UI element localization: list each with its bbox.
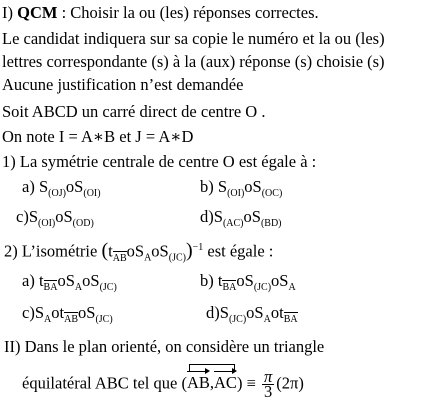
q2-option-c[interactable] <box>22 303 113 325</box>
s-symbol: S <box>28 207 39 226</box>
part-2-line: II) Dans le plan orienté, on considère un triangle <box>4 337 325 356</box>
s-symbol: S <box>217 177 228 196</box>
subscript: (OD) <box>72 218 94 229</box>
subscript: (BD) <box>260 218 282 229</box>
compose-symbol: o <box>51 303 60 322</box>
s-symbol: S <box>252 177 262 196</box>
option-letter: d) <box>200 207 214 226</box>
compose-symbol: o <box>243 207 252 226</box>
star-symbol: ∗ <box>170 127 182 146</box>
q2-option-b[interactable] <box>200 271 296 293</box>
t-symbol: t <box>38 271 44 290</box>
s-symbol: S <box>34 303 45 322</box>
subscript: A <box>74 282 83 293</box>
equiv-symbol: ≡ <box>246 373 256 393</box>
option-letter: b) <box>200 271 214 290</box>
q2-suffix: est égale : <box>203 241 274 261</box>
fraction-pi-over-3 <box>262 367 274 401</box>
q1-option-a[interactable] <box>22 177 101 197</box>
notation-part-2: B et J = A <box>104 127 171 146</box>
option-letter: c) <box>16 207 29 226</box>
subscript: (AC) <box>222 218 244 229</box>
s-symbol: S <box>74 177 84 196</box>
option-letter: d) <box>206 303 220 322</box>
s-symbol: S <box>63 207 73 226</box>
modulo-2pi: (2π) <box>276 373 304 393</box>
title-bold: QCM <box>17 3 58 22</box>
subscript: A <box>44 314 52 325</box>
compose-symbol: o <box>246 303 255 322</box>
vector-ac: AC <box>214 373 237 393</box>
title-prefix: I) <box>2 3 18 22</box>
s-symbol: S <box>244 271 254 290</box>
notation-part-1: On note I = A <box>2 127 93 146</box>
question-2 <box>4 238 273 264</box>
subscript: (OC) <box>261 188 283 199</box>
statement-line: Soit ABCD un carré direct de centre O . <box>2 102 266 121</box>
subscript: (JC) <box>228 314 247 325</box>
s-symbol: S <box>159 241 169 261</box>
vector-subscript: AB <box>112 252 127 264</box>
compose-symbol: o <box>236 271 245 290</box>
denominator: 3 <box>264 382 273 401</box>
compose-symbol: o <box>271 271 280 290</box>
subscript: A <box>288 282 296 293</box>
compose-symbol: o <box>57 271 66 290</box>
subscript: (OI) <box>38 218 56 229</box>
s-symbol: S <box>65 271 75 290</box>
vector-subscript: BA <box>222 282 237 293</box>
q2-option-a[interactable] <box>22 271 117 293</box>
instruction-line-1: Le candidat indiquera sur sa copie le numéro et la ou (les) <box>2 29 385 48</box>
q1-option-c[interactable] <box>16 207 94 227</box>
paren-open: ( <box>101 239 109 262</box>
option-letter: c) <box>22 303 35 322</box>
option-letter: a) <box>22 271 35 290</box>
compose-symbol: o <box>65 177 75 196</box>
title-rest: : Choisir la ou (les) réponses correctes. <box>57 3 319 22</box>
numerator: π <box>264 367 273 386</box>
t-symbol: t <box>108 241 113 261</box>
compose-symbol: o <box>126 241 135 261</box>
vector-ab: AB <box>186 373 210 393</box>
s-symbol: S <box>254 303 264 322</box>
vector-subscript: AB <box>64 314 78 325</box>
compose-symbol: o <box>151 241 160 261</box>
s-symbol: S <box>38 177 49 196</box>
instruction-line-2: lettres correspondante (s) à la (aux) réponse (s) choisie (s) <box>2 52 385 71</box>
s-symbol: S <box>279 271 289 290</box>
q2-option-d[interactable] <box>206 303 298 325</box>
compose-symbol: o <box>82 271 91 290</box>
q1-option-d[interactable] <box>200 207 282 227</box>
notation-line <box>2 127 193 147</box>
q1-option-b[interactable] <box>200 177 282 197</box>
q2-prefix: 2) L’isométrie <box>4 241 102 261</box>
subscript: A <box>144 252 152 264</box>
subscript: (JC) <box>168 252 186 264</box>
paren-close: ) <box>185 239 193 262</box>
s-symbol: S <box>86 303 96 322</box>
equation-prefix: équilatéral ABC tel que <box>22 373 182 393</box>
option-letter: a) <box>22 177 35 196</box>
vector-subscript: BA <box>283 314 298 325</box>
oriented-angle: AB,AC <box>187 373 237 393</box>
t-symbol: t <box>279 303 284 322</box>
question-1: 1) La symétrie centrale de centre O est égale à : <box>2 152 317 171</box>
star-symbol: ∗ <box>92 127 105 146</box>
compose-symbol: o <box>270 303 280 322</box>
title-line <box>2 3 319 23</box>
notation-part-3: D <box>181 127 194 146</box>
t-symbol: t <box>59 303 65 322</box>
subscript: A <box>263 314 271 325</box>
s-symbol: S <box>219 303 229 322</box>
s-symbol: S <box>134 241 145 261</box>
instruction-line-3: Aucune justification n’est demandée <box>2 75 244 94</box>
t-symbol: t <box>217 271 223 290</box>
option-letter: b) <box>200 177 214 196</box>
vector-subscript: BA <box>43 282 58 293</box>
subscript: (OJ) <box>48 188 66 199</box>
s-symbol: S <box>213 207 223 226</box>
subscript: (JC) <box>99 282 117 293</box>
subscript: (OI) <box>83 188 101 199</box>
compose-symbol: o <box>55 207 64 226</box>
paren-close: ) <box>236 373 243 393</box>
paren-open: ( <box>181 373 187 393</box>
s-symbol: S <box>251 207 261 226</box>
compose-symbol: o <box>78 303 87 322</box>
subscript: (JC) <box>253 282 272 293</box>
compose-symbol: o <box>244 177 253 196</box>
inverse-exponent: −1 <box>192 242 204 253</box>
s-symbol: S <box>90 271 100 290</box>
subscript: (OI) <box>227 188 245 199</box>
subscript: (JC) <box>95 314 113 325</box>
part-2-equation-line <box>22 367 304 401</box>
